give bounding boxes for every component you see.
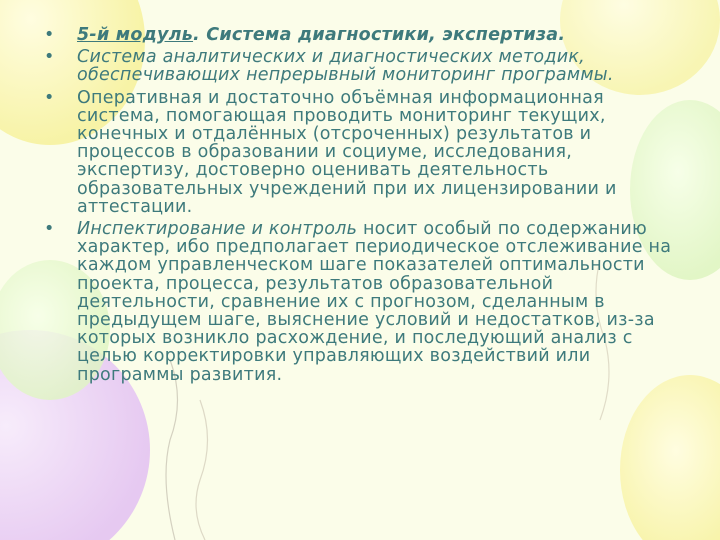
inspection-term: Инспектирование и контроль <box>77 219 358 240</box>
balloon-yellow-bottom-right <box>620 375 720 540</box>
inspection-text: носит особый по содержанию характер, ибо предполагает периодическое отслеживание на каждом управленческом шаге показателей оптимальности проекта, процесса, результатов образовательной деятельности, сравнение их с прогнозом, сделанным в предыдущем шаге, выяснение условий и недостатков, из-за которых возникло расхождение, и последующий анализ с целью корректировки управляющих воздействий или программы развития. <box>77 219 672 385</box>
info-system-text: Оперативная и достаточно объёмная информационная система, помогающая проводить мониторинг текущих, конечных и отдалённых (отсроченных) результатов и процессов в образовании и социуме, исследования, экспертизу, достоверно оценивать деятельность образовательных учреждений при их лицензировании и аттестации. <box>77 87 617 217</box>
bullet-marker: • <box>44 87 55 108</box>
slide-content <box>44 26 684 388</box>
methods-text: Система аналитических и диагностических методик, обеспечивающих непрерывный мониторинг программы. <box>77 47 614 86</box>
list-item-inspection <box>44 220 684 384</box>
bullet-marker: • <box>44 47 55 68</box>
list-item-heading <box>44 26 684 44</box>
list-item-info-system <box>44 89 684 216</box>
bullet-marker: • <box>44 219 55 240</box>
bullet-list <box>44 26 684 384</box>
list-item-methods <box>44 48 684 84</box>
module-heading <box>77 25 565 45</box>
module-heading-rest: . Система диагностики, экспертиза. <box>193 25 566 45</box>
bullet-marker: • <box>44 25 55 45</box>
module-heading-underlined: 5-й модуль <box>77 25 194 45</box>
